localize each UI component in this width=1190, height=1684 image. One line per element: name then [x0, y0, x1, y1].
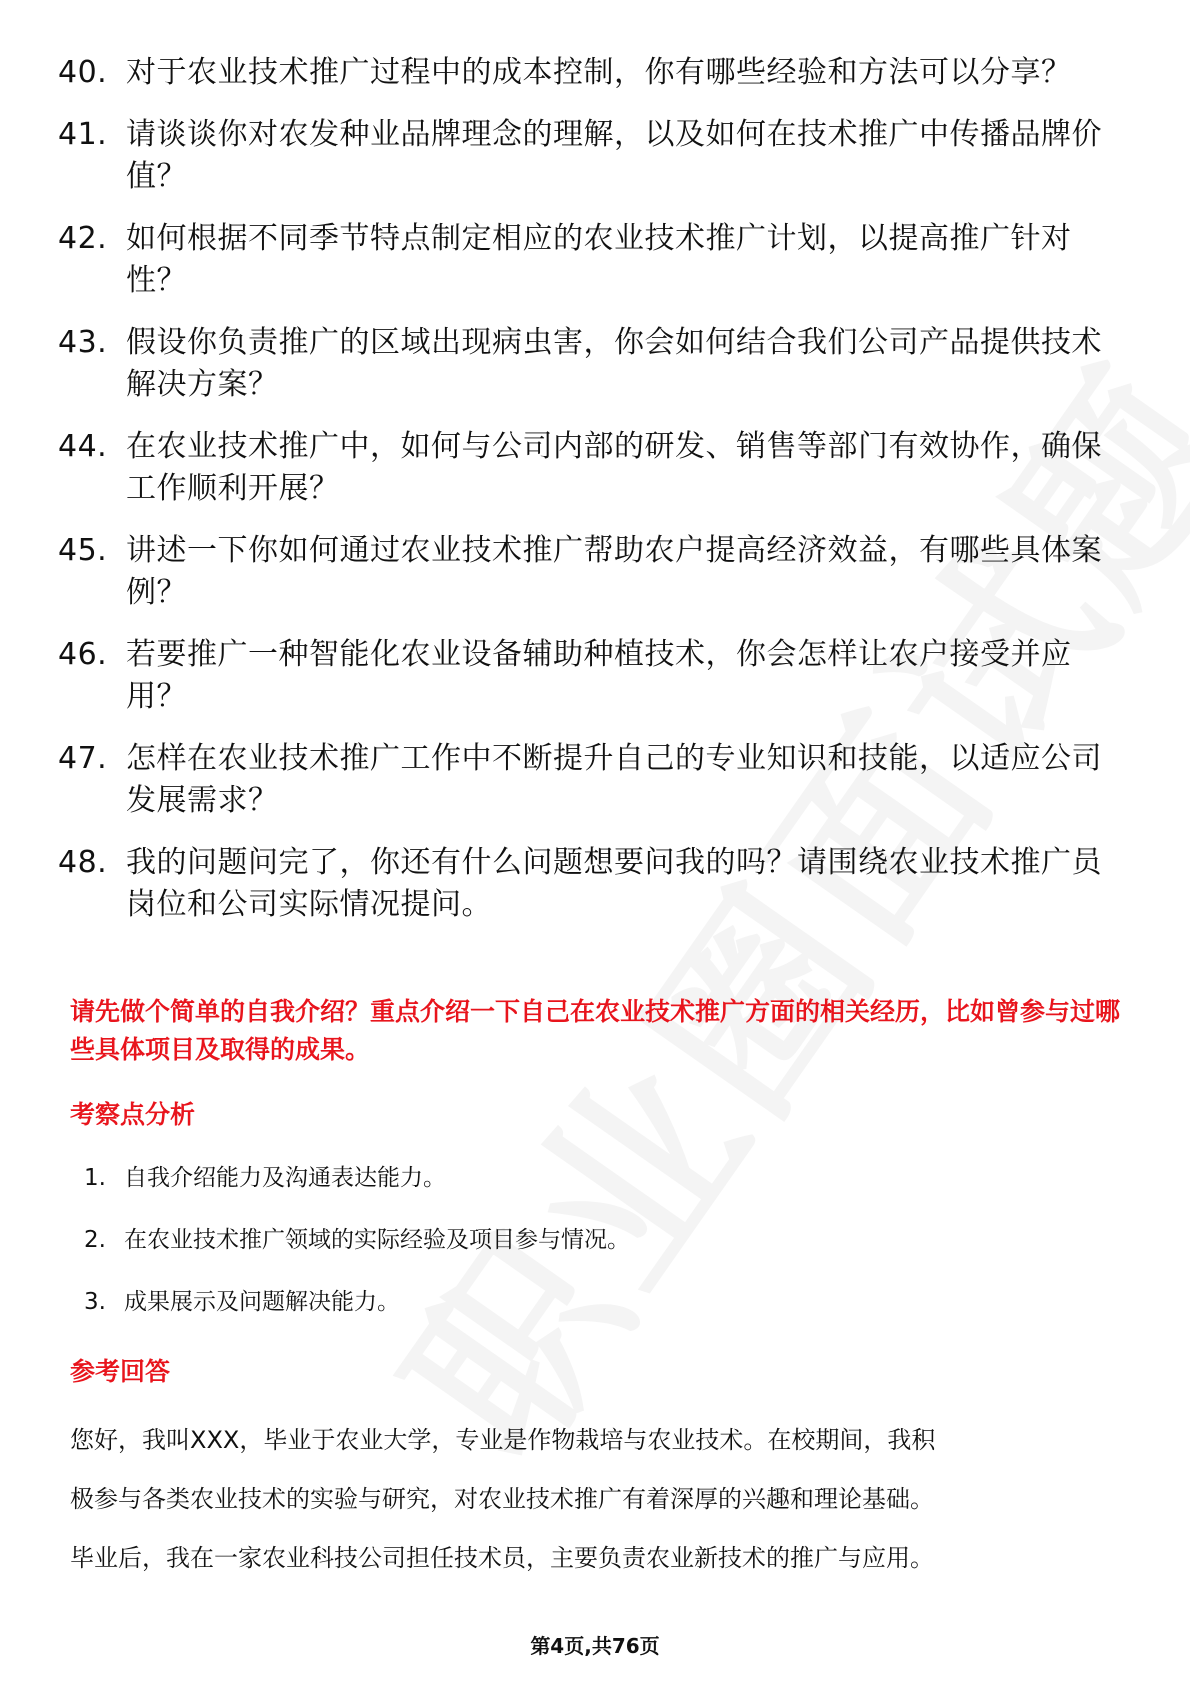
analysis-title: 考察点分析: [70, 1100, 196, 1129]
question-number: 40.: [58, 55, 108, 90]
analysis-points: [84, 1162, 630, 1348]
question-text: 讲述一下你如何通过农业技术推广帮助农户提高经济效益，有哪些具体案例？: [126, 533, 1102, 610]
question-text: 请谈谈你对农发种业品牌理念的理解，以及如何在技术推广中传播品牌价值？: [126, 117, 1102, 194]
question-number: 41.: [58, 117, 108, 152]
question-item: [58, 738, 1118, 822]
analysis-point: [84, 1162, 630, 1194]
question-number: 46.: [58, 637, 108, 672]
question-item: [58, 426, 1118, 510]
question-item: [58, 322, 1118, 406]
point-text: 自我介绍能力及沟通表达能力。: [124, 1165, 446, 1191]
answer-title: 参考回答: [70, 1357, 171, 1386]
question-number: 48.: [58, 845, 108, 880]
answer-line: 极参与各类农业技术的实验与研究，对农业技术推广有着深厚的兴趣和理论基础。: [70, 1485, 934, 1513]
question-item: [58, 218, 1118, 302]
question-list: [58, 52, 1118, 946]
point-text: 在农业技术推广领域的实际经验及项目参与情况。: [124, 1227, 630, 1253]
answer-line: 毕业后，我在一家农业科技公司担任技术员，主要负责农业新技术的推广与应用。: [70, 1544, 934, 1572]
point-text: 成果展示及问题解决能力。: [124, 1289, 400, 1315]
question-text: 我的问题问完了，你还有什么问题想要问我的吗？请围绕农业技术推广员岗位和公司实际情况提问。: [126, 845, 1102, 922]
analysis-point: [84, 1286, 630, 1318]
question-text: 怎样在农业技术推广工作中不断提升自己的专业知识和技能，以适应公司发展需求？: [126, 741, 1102, 818]
question-number: 47.: [58, 741, 108, 776]
question-number: 44.: [58, 429, 108, 464]
analysis-point: [84, 1224, 630, 1256]
question-text: 在农业技术推广中，如何与公司内部的研发、销售等部门有效协作，确保工作顺利开展？: [126, 429, 1102, 506]
question-item: [58, 530, 1118, 614]
highlight-question: 请先做个简单的自我介绍？重点介绍一下自己在农业技术推广方面的相关经历，比如曾参与过哪些具体项目及取得的成果。: [70, 997, 1121, 1064]
question-text: 对于农业技术推广过程中的成本控制，你有哪些经验和方法可以分享？: [126, 55, 1072, 90]
question-number: 45.: [58, 533, 108, 568]
question-item: [58, 52, 1118, 94]
question-number: 43.: [58, 325, 108, 360]
point-number: 1.: [84, 1165, 106, 1191]
point-number: 3.: [84, 1289, 106, 1315]
question-text: 如何根据不同季节特点制定相应的农业技术推广计划，以提高推广针对性？: [126, 221, 1072, 298]
question-number: 42.: [58, 221, 108, 256]
question-item: [58, 114, 1118, 198]
answer-line: 您好，我叫XXX，毕业于农业大学，专业是作物栽培与农业技术。在校期间，我积: [70, 1426, 936, 1454]
question-item: [58, 634, 1118, 718]
point-number: 2.: [84, 1227, 106, 1253]
page-footer: 第4页,共76页: [530, 1634, 660, 1658]
question-text: 假设你负责推广的区域出现病虫害，你会如何结合我们公司产品提供技术解决方案？: [126, 325, 1102, 402]
question-item: [58, 842, 1118, 926]
question-text: 若要推广一种智能化农业设备辅助种植技术，你会怎样让农户接受并应用？: [126, 637, 1072, 714]
answer-body: [70, 1424, 1130, 1601]
